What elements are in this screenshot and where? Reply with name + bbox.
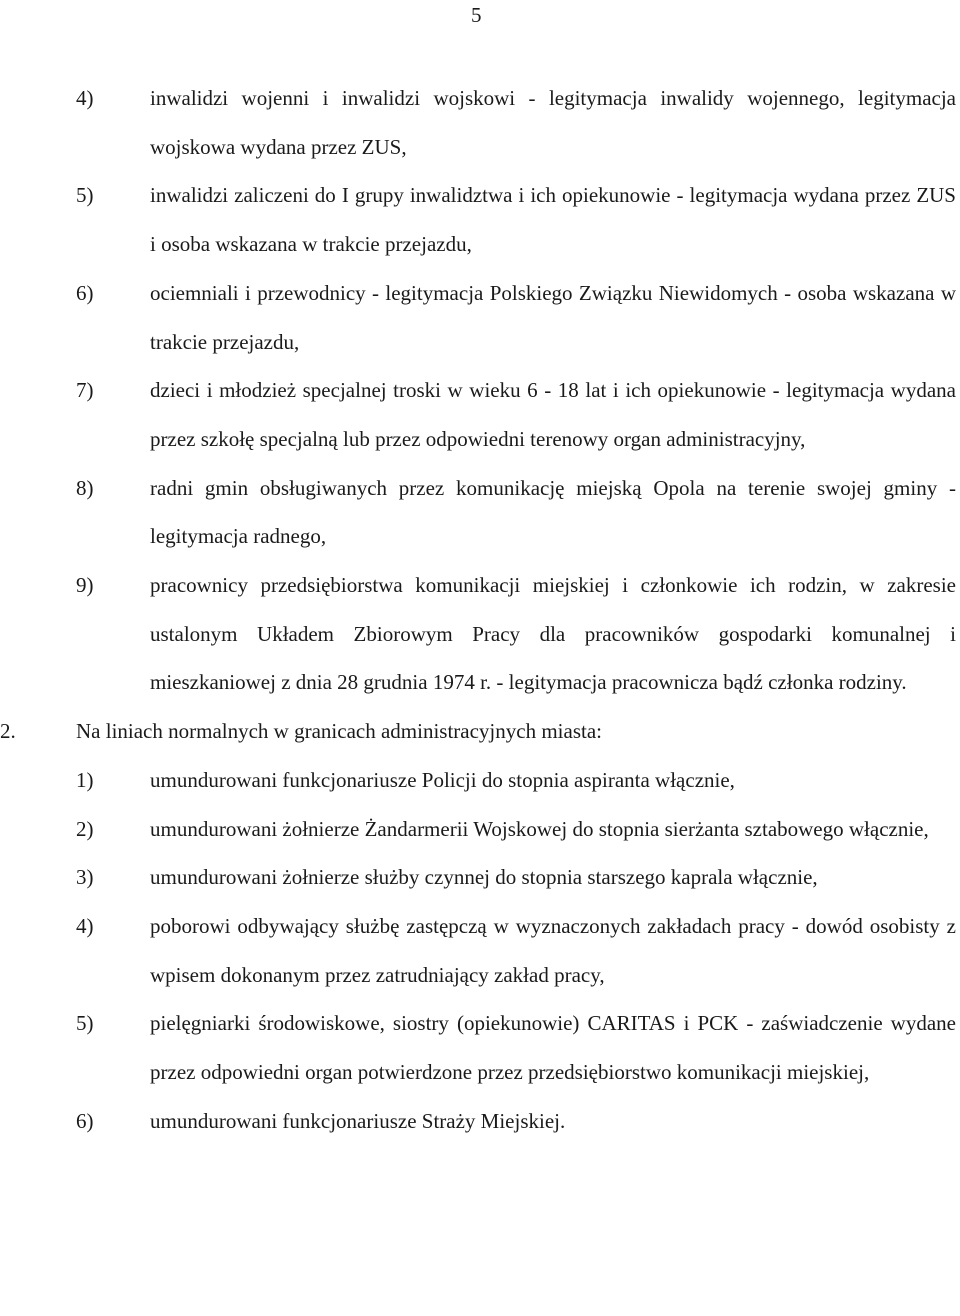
list-item xyxy=(0,756,960,805)
list-item xyxy=(0,74,960,171)
list-item xyxy=(0,561,960,707)
list-item-number: 3) xyxy=(76,865,94,890)
section-title: Na liniach normalnych w granicach administracyjnych miasta: xyxy=(76,719,602,744)
page-number: 5 xyxy=(471,3,482,27)
list-item xyxy=(0,902,960,999)
document-body xyxy=(0,74,960,1145)
list-item-number: 9) xyxy=(76,573,94,598)
list-item-text: umundurowani funkcjonariusze Policji do stopnia aspiranta włącznie, xyxy=(150,767,735,792)
list-item-number: 8) xyxy=(76,475,94,500)
list-item xyxy=(0,999,960,1096)
list-item-number: 4) xyxy=(76,913,94,938)
list-item-text: umundurowani funkcjonariusze Straży Miejskiej. xyxy=(150,1108,566,1133)
list-item xyxy=(0,269,960,366)
list-item-number: 6) xyxy=(76,1108,94,1133)
section-number: 2. xyxy=(0,719,16,744)
list-item xyxy=(0,366,960,463)
list-item-text: ociemniali i przewodnicy - legitymacja Polskiego Związku Niewidomych - osoba wskazana w trakcie przejazdu, xyxy=(150,280,956,354)
section-heading xyxy=(0,707,960,756)
list-item xyxy=(0,1097,960,1146)
list-item-text: dzieci i młodzież specjalnej troski w wieku 6 - 18 lat i ich opiekunowie - legitymacja wydana przez szkołę specjalną lub przez odpowiedni terenowy organ administracyjny, xyxy=(150,378,956,451)
list-item-number: 4) xyxy=(76,86,94,110)
list-item xyxy=(0,853,960,902)
list-item-number: 6) xyxy=(76,280,94,305)
list-item-text: umundurowani żołnierze Żandarmerii Wojskowej do stopnia sierżanta sztabowego włącznie, xyxy=(150,816,929,841)
list-item-text: inwalidzi wojenni i inwalidzi wojskowi - legitymacja inwalidy wojennego, legitymacja wojskowa wydana przez ZUS, xyxy=(150,86,956,159)
list-item-text: pielęgniarki środowiskowe, siostry (opiekunowie) CARITAS i PCK - zaświadczenie wydane przez odpowiedni organ potwierdzone przez przedsiębiorstwo komunikacji miejskiej, xyxy=(150,1011,956,1085)
list-item-text: poborowi odbywający służbę zastępczą w wyznaczonych zakładach pracy - dowód osobisty z wpisem dokonanym przez zatrudniający zakład pracy, xyxy=(150,913,956,987)
list-item-number: 5) xyxy=(76,183,94,208)
list-item-number: 7) xyxy=(76,378,94,403)
list-item-number: 5) xyxy=(76,1011,94,1036)
list-item-text: pracownicy przedsiębiorstwa komunikacji miejskiej i członkowie ich rodzin, w zakresie ustalonym Układem Zbiorowym Pracy dla pracowników gospodarki komunalnej i mieszkaniowej z dnia 28 grudnia 1974 r. - legitymacja pracownicza bądź członka rodziny. xyxy=(150,573,956,695)
list-item-number: 1) xyxy=(76,767,94,792)
list-item xyxy=(0,805,960,854)
list-item xyxy=(0,171,960,268)
list-item-text: inwalidzi zaliczeni do I grupy inwalidztwa i ich opiekunowie - legitymacja wydana przez ZUS i osoba wskazana w trakcie przejazdu, xyxy=(150,183,956,257)
list-item xyxy=(0,464,960,561)
list-item-text: umundurowani żołnierze służby czynnej do stopnia starszego kaprala włącznie, xyxy=(150,865,818,890)
list-item-number: 2) xyxy=(76,816,94,841)
list-item-text: radni gmin obsługiwanych przez komunikację miejską Opola na terenie swojej gminy - legitymacja radnego, xyxy=(150,475,956,549)
